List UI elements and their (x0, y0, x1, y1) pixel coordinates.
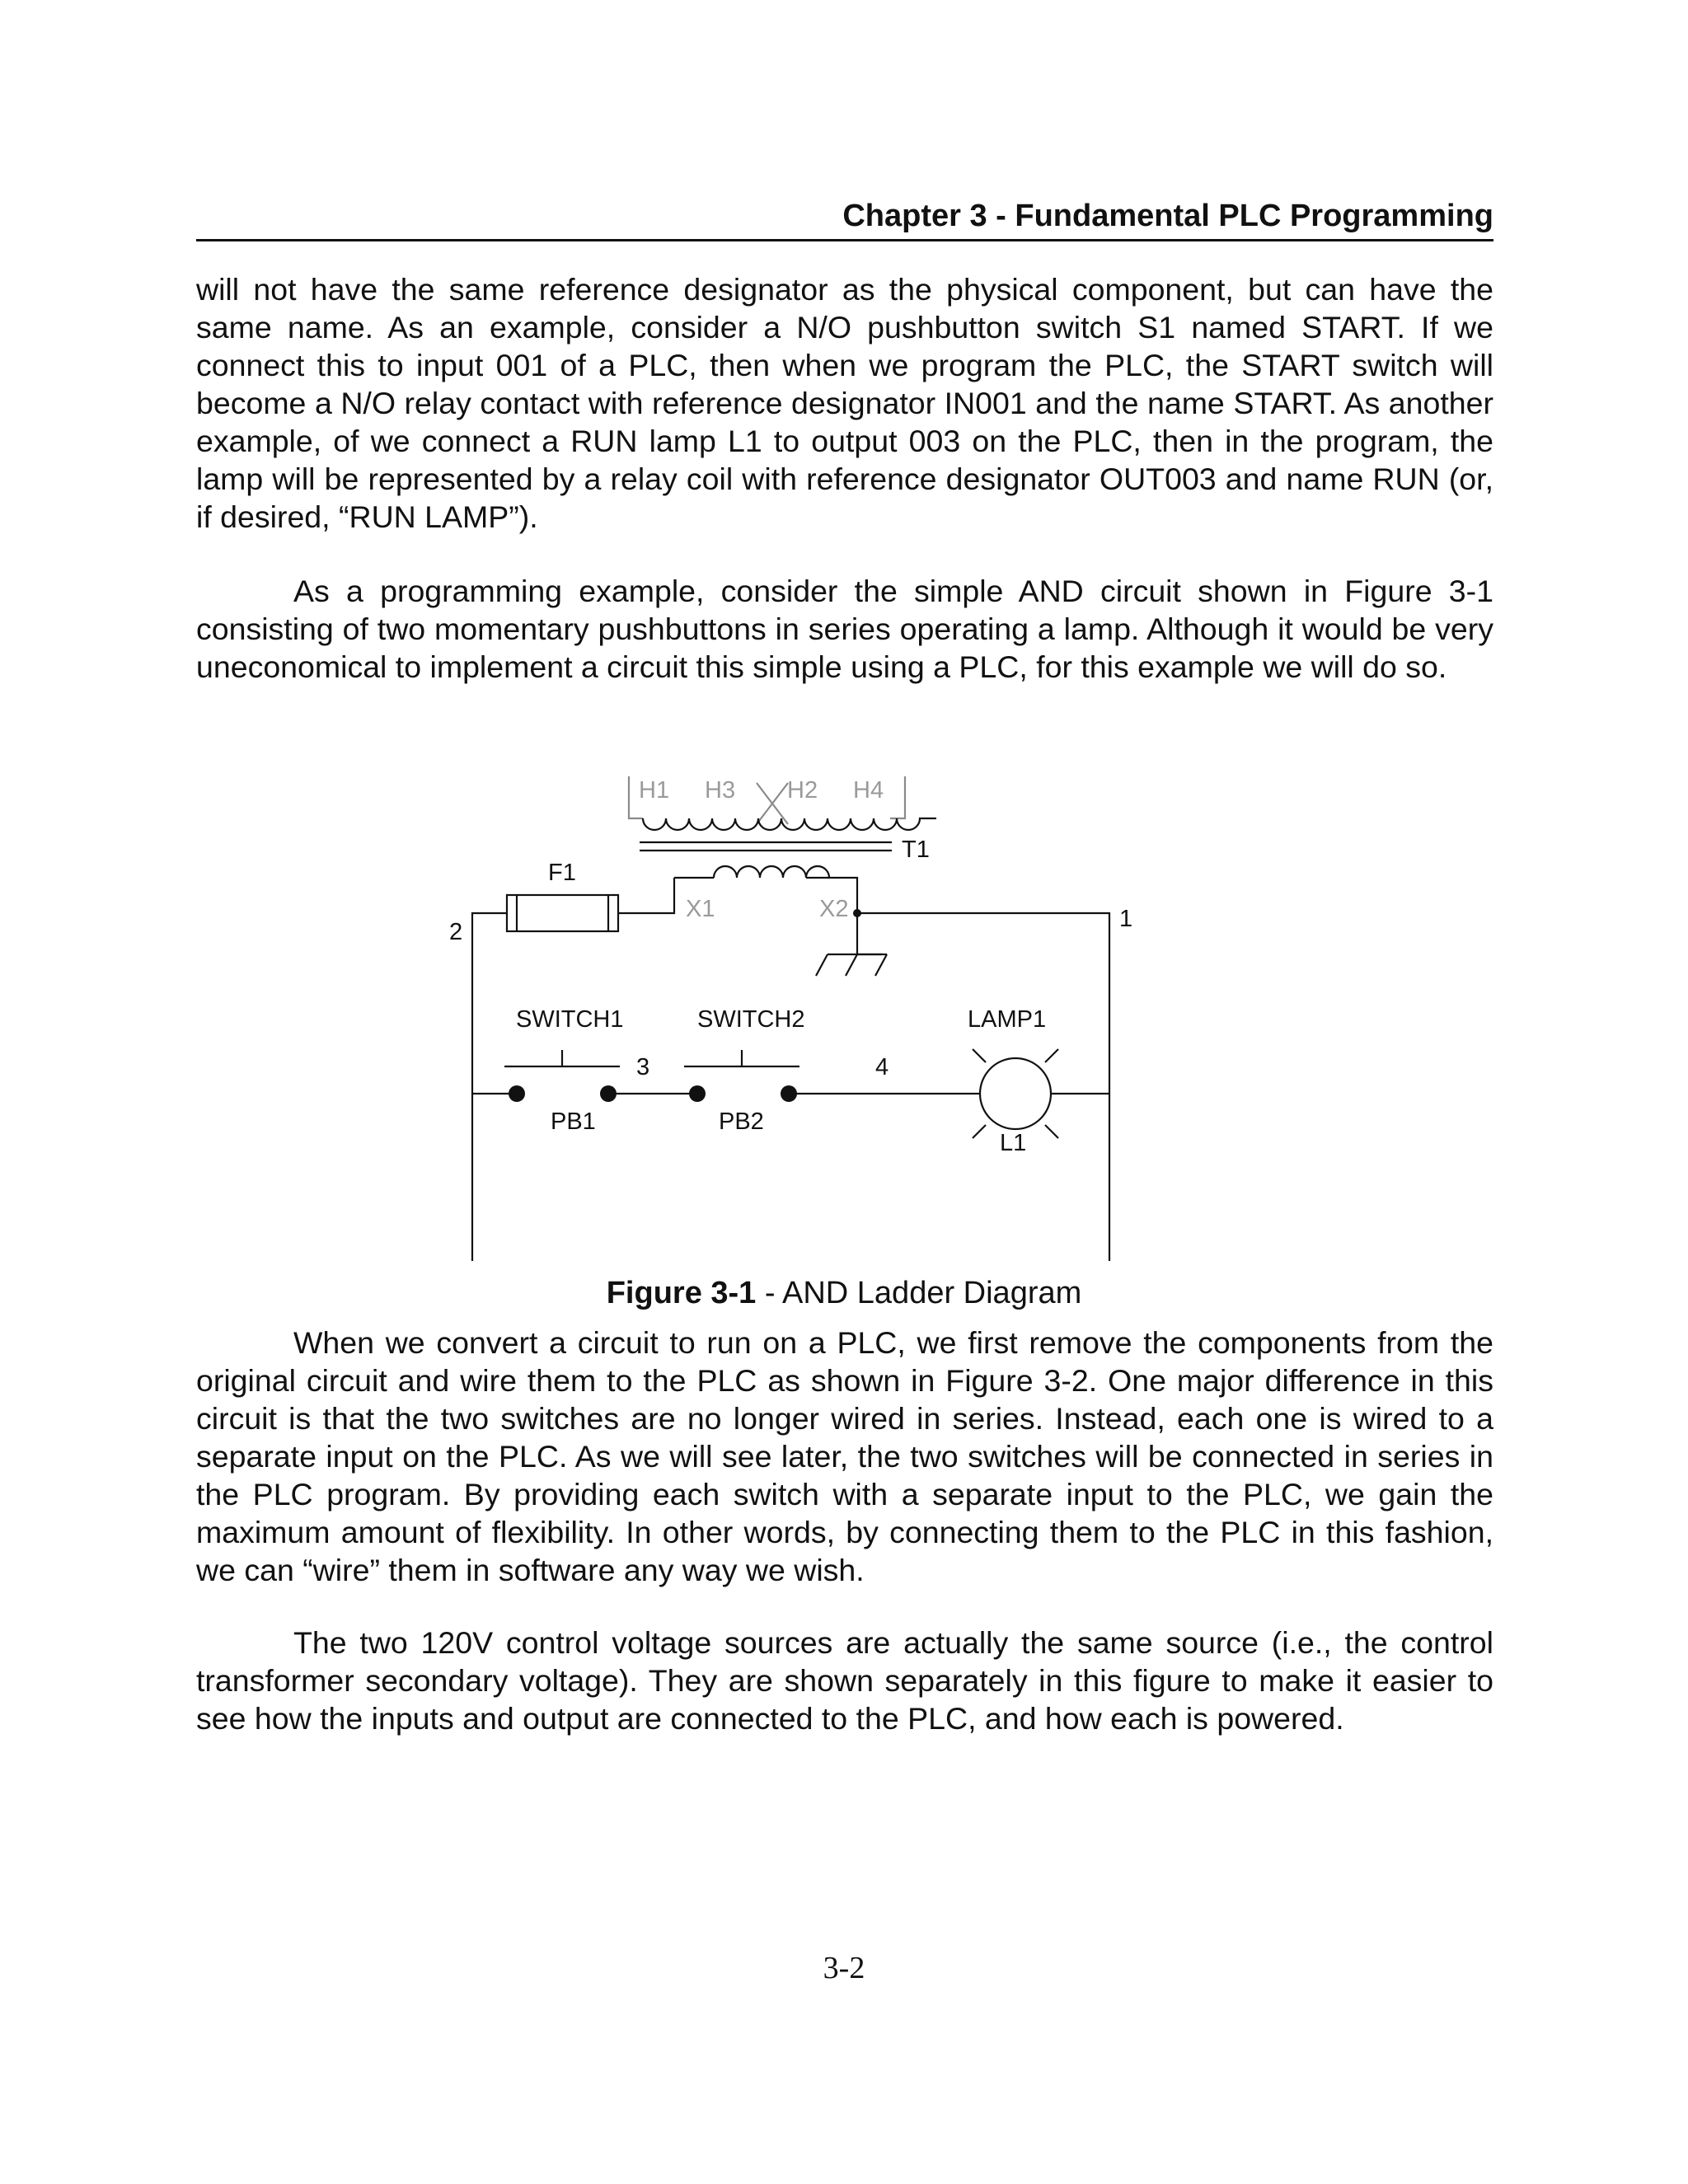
paragraph-2: As a programming example, consider the simple AND circuit shown in Figure 3-1 consisting of two momentary pushbuttons in series operating a lamp. Although it would be very uneconomical to implement a circuit this simple using a PLC, for this example we will do so. (196, 574, 1493, 684)
figure-caption-text: - AND Ladder Diagram (756, 1276, 1082, 1310)
label-h3: H3 (705, 777, 736, 804)
label-lamp1: LAMP1 (968, 1006, 1047, 1033)
figure-caption-number: Figure 3-1 (606, 1276, 757, 1310)
label-wire-4: 4 (875, 1054, 889, 1080)
label-l1: L1 (1000, 1130, 1027, 1156)
label-t1: T1 (902, 837, 930, 863)
primary-cross (757, 783, 788, 824)
label-wire-3: 3 (636, 1054, 650, 1080)
paragraph-3-container (196, 1324, 1493, 1589)
paragraph-1: will not have the same reference designator as the physical component, but can have the same name. As an example, consider a N/O pushbutton switch S1 named START. If we connect this to input 001 of a PLC, then when we program the PLC, the START switch will become a N/O relay contact with reference designator IN001 and the name START. As another example, of we connect a RUN lamp L1 to output 003 on the PLC, then in the program, the lamp will be represented by a relay coil with reference designator OUT003 and name RUN (or, if desired, “RUN LAMP”). (196, 272, 1493, 534)
lamp-l1 (980, 1058, 1051, 1129)
lamp-ray-tr (1045, 1049, 1058, 1062)
label-wire-1: 1 (1119, 906, 1133, 932)
right-rail (857, 913, 1109, 1261)
pb1-contact-left (509, 1085, 525, 1102)
paragraph-3: When we convert a circuit to run on a PLC, we first remove the components from the original circuit and wire them to the PLC as shown in Figure 3-2. One major difference in this circuit is that the two switches are no longer wired in series. Instead, each one is wired to a separate input on the PLC. As we will see later, the two switches will be connected in series in the PLC program. By providing each switch with a separate input to the PLC, we gain the maximum amount of flexibility. In other words, by connecting them to the PLC in this fashion, we can “wire” them in software any way we wish. (196, 1325, 1493, 1587)
label-pb2: PB2 (719, 1108, 764, 1135)
label-f1: F1 (548, 860, 576, 886)
pb1-contact-right (600, 1085, 617, 1102)
x2-junction-dot (853, 909, 861, 917)
secondary-winding (714, 866, 829, 878)
label-h1: H1 (639, 777, 670, 804)
label-wire-2: 2 (449, 919, 463, 945)
paragraph-4-container (196, 1624, 1493, 1737)
label-switch2: SWITCH2 (697, 1006, 805, 1033)
ground-tick-1 (816, 954, 828, 976)
label-x1: X1 (686, 896, 715, 922)
figure-caption (0, 1274, 1688, 1312)
label-pb1: PB1 (551, 1108, 596, 1135)
primary-winding-right (781, 818, 936, 830)
paragraph-4: The two 120V control voltage sources are actually the same source (i.e., the control transformer secondary voltage). They are shown separately in this figure to make it easier to see how the inputs and output are connected to the PLC, and how each is powered. (196, 1625, 1493, 1736)
chapter-header: Chapter 3 - Fundamental PLC Programming (842, 199, 1493, 233)
lamp-ray-tl (973, 1049, 986, 1062)
fuse-f1 (507, 895, 618, 931)
pb2-contact-left (689, 1085, 706, 1102)
primary-right-bracket (890, 776, 905, 818)
x1-lead (618, 878, 674, 913)
page-number: 3-2 (823, 1951, 865, 1985)
pb2-contact-right (781, 1085, 797, 1102)
label-switch1: SWITCH1 (516, 1006, 624, 1033)
lamp-ray-br (1045, 1125, 1058, 1138)
ground-tick-3 (875, 954, 887, 976)
label-h4: H4 (853, 777, 884, 804)
ground-tick-2 (846, 954, 857, 976)
ground-lead (857, 913, 882, 954)
label-h2: H2 (787, 777, 818, 804)
lamp-ray-bl (973, 1125, 986, 1138)
left-rail (472, 913, 507, 1261)
label-x2: X2 (819, 896, 849, 922)
